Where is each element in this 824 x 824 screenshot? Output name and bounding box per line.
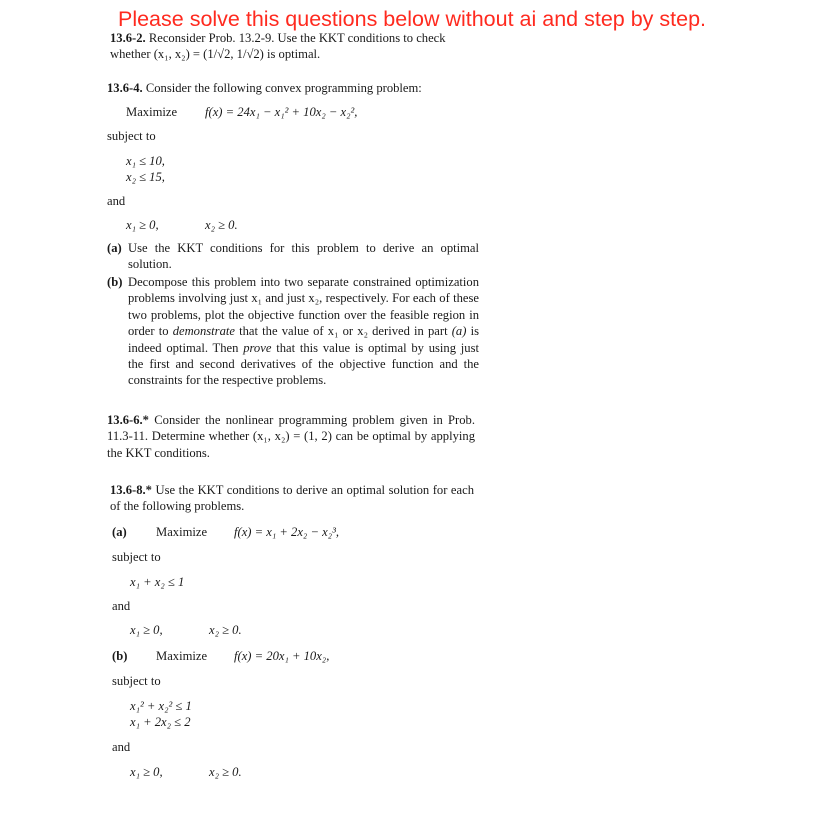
nonnegativity-constraint: x₂ ≥ 0.: [205, 218, 238, 232]
problem-13-6-2: [110, 30, 446, 46]
problem-intro: Consider the following convex programming problem:: [145, 81, 422, 95]
part-label: (b): [107, 275, 123, 289]
problem-13-6-4: [107, 80, 422, 96]
constraint: x₁² + x₂² ≤ 1: [130, 699, 192, 713]
instruction-header: Please solve this questions below without ai and step by step.: [117, 7, 707, 31]
nonnegativity-constraint: x₁ ≥ 0,: [130, 623, 163, 637]
problem-text: Use the KKT conditions to derive an optimal solution for each of the following problems.: [110, 483, 474, 514]
part-label: (a): [112, 525, 127, 539]
problem-text: Consider the nonlinear programming problem given in Prob. 11.3-11. Determine whether (x₁, x₂) = (1, 2) can be optimal by applying the KKT conditions.: [107, 413, 475, 460]
objective-function: f(x) = 20x₁ + 10x₂,: [234, 649, 330, 663]
constraint: x₂ ≤ 15,: [126, 170, 165, 184]
nonnegativity-constraint: x₁ ≥ 0,: [130, 765, 163, 779]
subject-to-label: subject to: [107, 129, 156, 143]
maximize-label: Maximize: [156, 649, 208, 663]
problem-label: 13.6-6.*: [107, 413, 149, 427]
part-b: [107, 274, 479, 389]
part-text: Use the KKT conditions for this problem to derive an optimal solution.: [128, 241, 479, 272]
and-label: and: [112, 740, 131, 754]
part-label: (b): [112, 649, 128, 663]
and-label: and: [107, 194, 126, 208]
nonnegativity-constraint: x₁ ≥ 0,: [126, 218, 159, 232]
part-label: (a): [107, 241, 122, 255]
constraint: x₁ ≤ 10,: [126, 154, 165, 168]
nonnegativity-constraint: x₂ ≥ 0.: [209, 623, 242, 637]
maximize-label: Maximize: [126, 105, 178, 119]
problem-label: 13.6-2.: [110, 31, 146, 45]
problem-text-line: Reconsider Prob. 13.2-9. Use the KKT conditions to check: [148, 31, 446, 45]
problem-label: 13.6-4.: [107, 81, 143, 95]
nonnegativity-constraint: x₂ ≥ 0.: [209, 765, 242, 779]
problem-text-line: whether (x₁, x₂) = (1/√2, 1/√2) is optimal.: [110, 47, 321, 61]
problem-13-6-6: [107, 412, 475, 461]
maximize-label: Maximize: [156, 525, 208, 539]
objective-function: f(x) = 24x₁ − x₁² + 10x₂ − x₂²,: [205, 105, 358, 119]
subject-to-label: subject to: [112, 550, 161, 564]
problem-label: 13.6-8.*: [110, 483, 152, 497]
constraint: x₁ + 2x₂ ≤ 2: [130, 715, 191, 729]
and-label: and: [112, 599, 131, 613]
part-text: Decompose this problem into two separate constrained optimization problems involving just x₁ and just x₂, respectively. For each of these two problems, plot the objective function over the feasible region in order to demonstrate that the value of x₁ or x₂ derived in part (a) is indeed optimal. Then prove that this value is optimal by using just the first and second derivatives of the objective function and the constraints for the respective problems.: [128, 275, 479, 388]
part-a: [107, 240, 479, 273]
problem-13-6-8: [110, 482, 474, 515]
objective-function: f(x) = x₁ + 2x₂ − x₂³,: [234, 525, 339, 539]
subject-to-label: subject to: [112, 674, 161, 688]
constraint: x₁ + x₂ ≤ 1: [130, 575, 185, 589]
